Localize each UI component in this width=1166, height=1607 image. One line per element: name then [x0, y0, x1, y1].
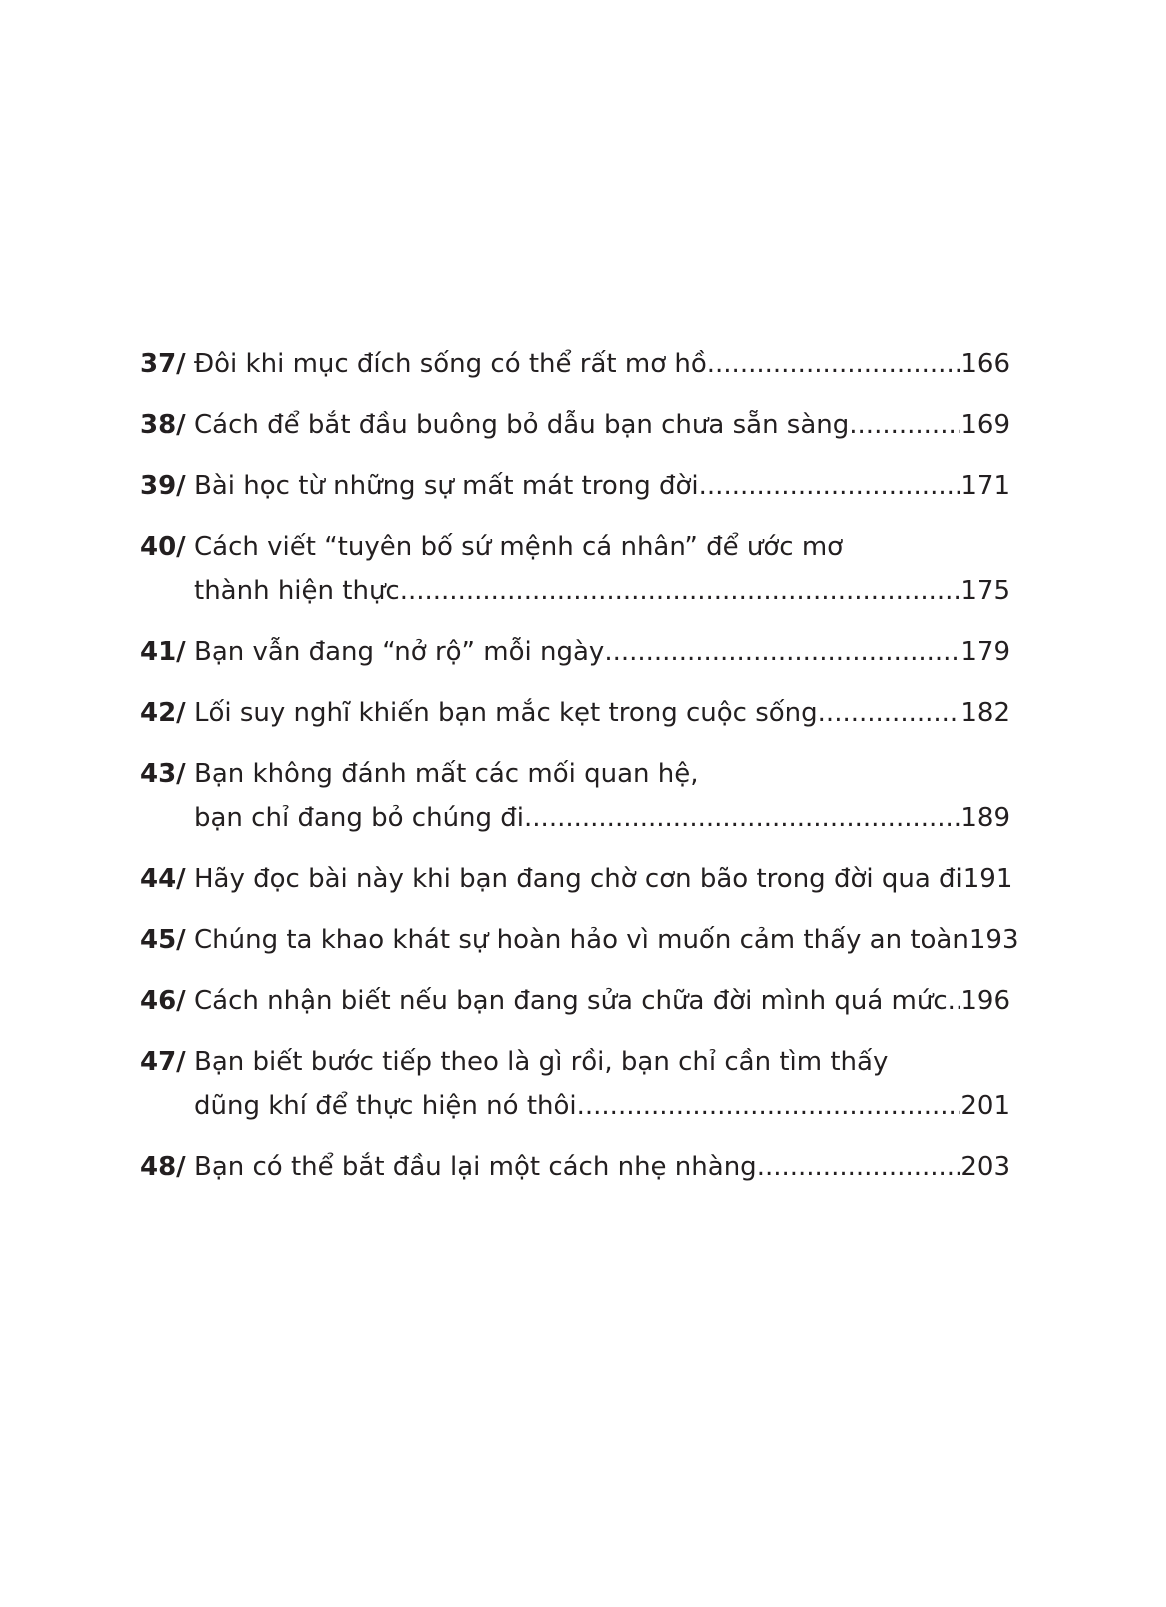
- toc-entry-title: Bạn vẫn đang “nở rộ” mỗi ngày: [194, 637, 605, 667]
- toc-entry-page: 189: [960, 803, 1010, 833]
- toc-entry-page: 201: [960, 1091, 1010, 1121]
- toc-entry-page: 169: [960, 410, 1010, 440]
- dot-leader: [699, 464, 961, 508]
- toc-entry-page: 191: [962, 864, 1013, 894]
- dot-leader: [577, 1084, 961, 1128]
- toc-entry: [140, 979, 1010, 1023]
- toc-entry-number: 45/: [140, 925, 186, 955]
- dot-leader: [400, 569, 961, 613]
- dot-leader: [524, 796, 960, 840]
- toc-entry-number: 43/: [140, 759, 186, 789]
- toc-entry: [140, 630, 1010, 674]
- toc-entry-title: Cách viết “tuyên bố sứ mệnh cá nhân” để ước mơ: [194, 532, 844, 562]
- toc-entry-number: 48/: [140, 1152, 186, 1182]
- toc-entry-number: 41/: [140, 637, 186, 667]
- toc-entry-number: 47/: [140, 1047, 186, 1077]
- toc-entry: [140, 525, 1010, 613]
- dot-leader: [849, 403, 960, 447]
- toc-entry-number: 40/: [140, 532, 186, 562]
- toc-entry-title-continued: dũng khí để thực hiện nó thôi: [194, 1091, 577, 1121]
- table-of-contents: [140, 342, 1019, 1206]
- toc-entry-page: 203: [960, 1152, 1010, 1182]
- toc-entry: [140, 1040, 1010, 1128]
- toc-entry-title: Cách để bắt đầu buông bỏ dẫu bạn chưa sẵn sàng: [194, 410, 850, 440]
- toc-entry-page: 166: [960, 349, 1010, 379]
- dot-leader: [818, 691, 961, 735]
- toc-entry-title-continued: bạn chỉ đang bỏ chúng đi: [194, 803, 525, 833]
- toc-entry-page: 182: [960, 698, 1010, 728]
- toc-entry: [140, 1145, 1010, 1189]
- dot-leader: [707, 342, 961, 386]
- toc-entry-title: Cách nhận biết nếu bạn đang sửa chữa đời mình quá mức: [194, 986, 948, 1016]
- toc-entry: [140, 464, 1010, 508]
- toc-entry: [140, 857, 1013, 901]
- dot-leader: [757, 1145, 961, 1189]
- toc-entry-title: Bạn không đánh mất các mối quan hệ,: [194, 759, 699, 789]
- toc-entry-title: Bạn có thể bắt đầu lại một cách nhẹ nhàng: [194, 1152, 757, 1182]
- toc-entry-title: Chúng ta khao khát sự hoàn hảo vì muốn cảm thấy an toàn: [194, 925, 969, 955]
- toc-entry: [140, 403, 1010, 447]
- toc-entry-page: 193: [968, 925, 1019, 955]
- toc-entry-number: 46/: [140, 986, 186, 1016]
- dot-leader: [948, 979, 961, 1023]
- toc-entry: [140, 342, 1010, 386]
- toc-entry: [140, 752, 1010, 840]
- toc-entry-title: Bạn biết bước tiếp theo là gì rồi, bạn chỉ cần tìm thấy: [194, 1047, 889, 1077]
- toc-entry-number: 42/: [140, 698, 186, 728]
- toc-entry-title: Lối suy nghĩ khiến bạn mắc kẹt trong cuộc sống: [194, 698, 818, 728]
- toc-entry-number: 44/: [140, 864, 186, 894]
- toc-entry-page: 171: [960, 471, 1010, 501]
- toc-entry-page: 179: [960, 637, 1010, 667]
- toc-entry-page: 175: [960, 576, 1010, 606]
- dot-leader: [604, 630, 960, 674]
- toc-entry-number: 38/: [140, 410, 186, 440]
- toc-entry-page: 196: [960, 986, 1010, 1016]
- toc-entry-title-continued: thành hiện thực: [194, 576, 400, 606]
- toc-entry-number: 37/: [140, 349, 186, 379]
- toc-entry: [140, 918, 1019, 962]
- toc-entry-title: Bài học từ những sự mất mát trong đời: [194, 471, 699, 501]
- toc-entry-title: Hãy đọc bài này khi bạn đang chờ cơn bão trong đời qua đi: [194, 864, 963, 894]
- toc-entry-number: 39/: [140, 471, 186, 501]
- toc-entry-title: Đôi khi mục đích sống có thể rất mơ hồ: [194, 349, 707, 379]
- toc-entry: [140, 691, 1010, 735]
